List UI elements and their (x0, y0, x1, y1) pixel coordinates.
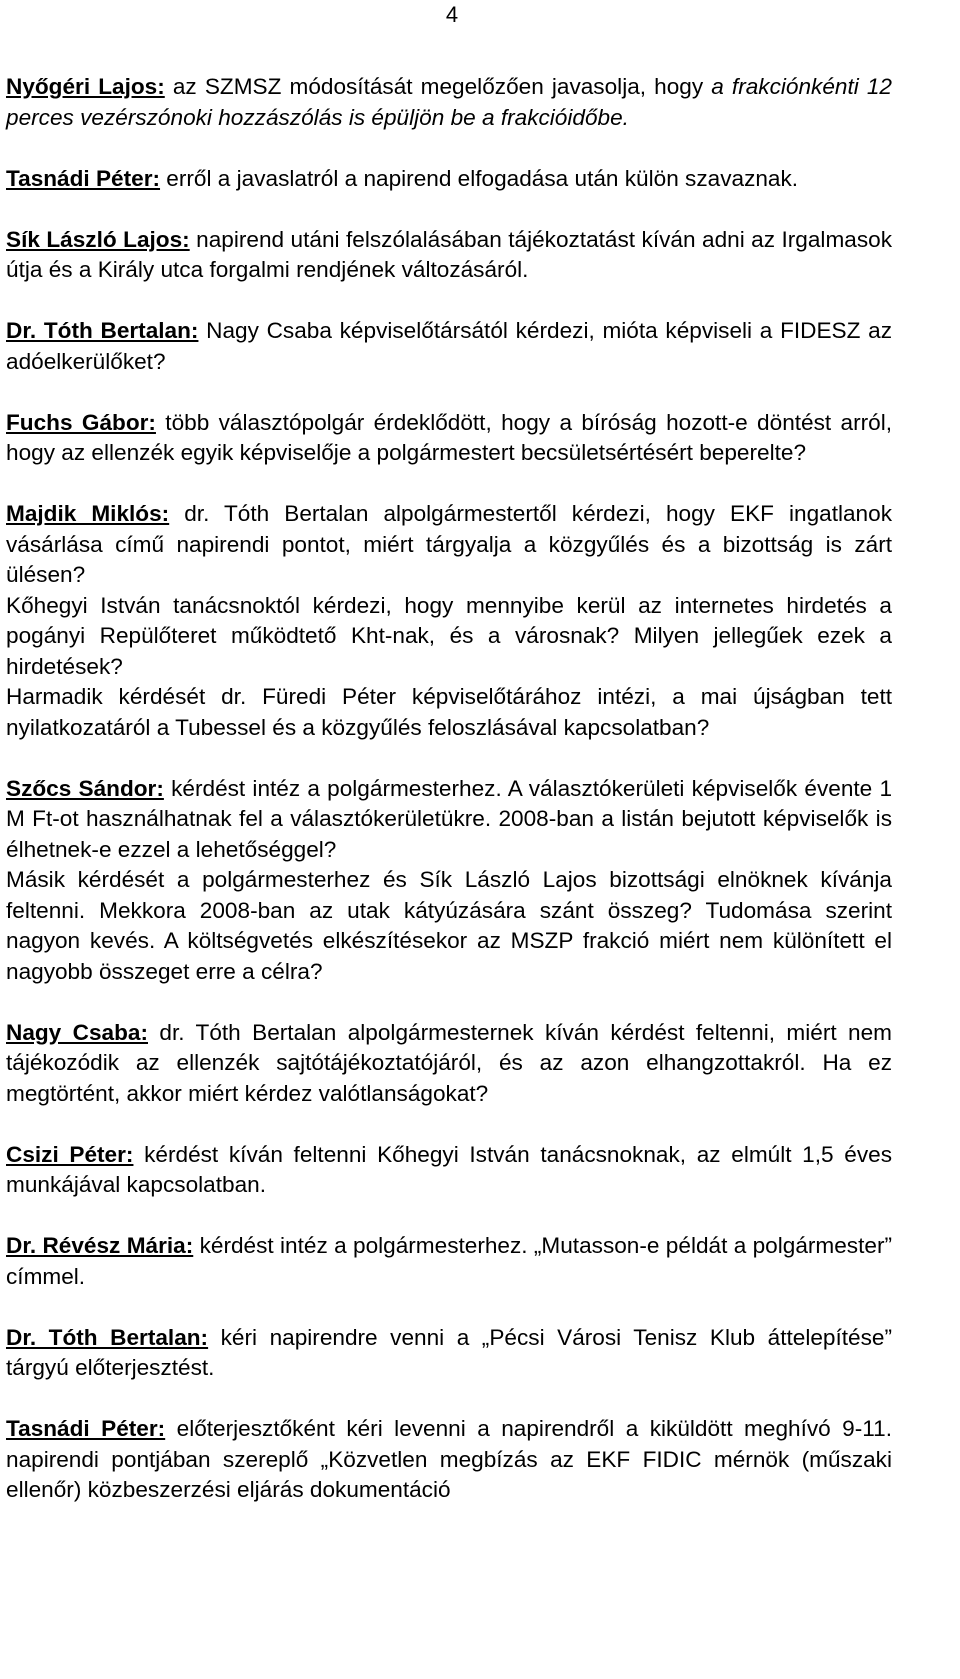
paragraph-nagy (6, 1018, 892, 1110)
paragraph-italic-text: a frakciónkénti 12 perces vezérszónoki hozzászólás is épüljön be a frakcióidőbe. (6, 74, 892, 130)
paragraph-toth-2 (6, 1323, 892, 1384)
speaker-name: Tasnádi Péter: (6, 1416, 166, 1441)
paragraph-csizi (6, 1140, 892, 1201)
document-body (6, 72, 892, 1536)
paragraph-tasnadi-1 (6, 164, 892, 195)
speaker-name: Majdik Miklós: (6, 501, 170, 526)
paragraph-fuchs (6, 408, 892, 469)
paragraph-text: Nagy Csaba képviselőtársától kérdezi, mióta képviseli a FIDESZ az adóelkerülőket? (6, 318, 892, 374)
paragraph-text: napirend utáni felszólalásában tájékoztatást kíván adni az Irgalmasok útja és a Király utca forgalmi rendjének változásáról. (6, 226, 893, 282)
paragraph-text: dr. Tóth Bertalan alpolgármestertől kérdezi, hogy EKF ingatlanok vásárlása című napirendi pontot, miért tárgyalja a közgyűlés és a bizottság is zárt ülésen? (6, 501, 892, 587)
speaker-name: Nagy Csaba: (6, 1019, 148, 1045)
paragraph-text: kérdést intéz a polgármesterhez. A választókerületi képviselők évente 1 M Ft-ot használhatnak fel a választókerületükre. 2008-ban a listán bejutott képviselők is élhetnek-e ezzel a lehetőséggel? (6, 775, 893, 862)
paragraph-revesz (6, 1231, 892, 1292)
paragraph-majdik (6, 499, 892, 591)
paragraph-toth-1 (6, 316, 892, 377)
paragraph-majdik-2 (6, 591, 892, 683)
paragraph-text: az SZMSZ módosítását megelőzően javasolja, hogy (164, 74, 712, 99)
paragraph-text: dr. Tóth Bertalan alpolgármesternek kíván kérdést feltenni, miért nem tájékozódik az ellenzék sajtótájékoztatójáról, és az azon elhangzottakról. Ha ez megtörtént, akkor miért kérdez valótlanságokat? (6, 1019, 892, 1106)
paragraph-tasnadi-2 (6, 1414, 892, 1506)
speaker-name: Fuchs Gábor: (6, 409, 156, 435)
speaker-name: Sík László Lajos: (6, 226, 190, 252)
page-number: 4 (445, 2, 459, 27)
paragraph-majdik-3 (6, 682, 892, 743)
paragraph-text: kérdést intéz a polgármesterhez. „Mutasson-e példát a polgármester” címmel. (6, 1233, 892, 1289)
paragraph-text: Másik kérdését a polgármesterhez és Sík László Lajos bizottsági elnöknek kívánja feltenni. Mekkora 2008-ban az utak kátyúzására szánt összeg? Tudomása szerint nagyon kevés. A költségvetés elkészítésekor az MSZP frakció miért nem különített el nagyobb összeget erre a célra? (6, 867, 892, 984)
paragraph-nyogeri (6, 72, 892, 133)
speaker-name: Dr. Révész Mária: (6, 1233, 194, 1258)
paragraph-sik (6, 225, 892, 286)
speaker-name: Nyőgéri Lajos: (6, 74, 165, 99)
paragraph-text: előterjesztőként kéri levenni a napirendről a kiküldött meghívó 9-11. napirendi pontjában szereplő „Közvetlen megbízás az EKF FIDIC mérnök (műszaki ellenőr) közbeszerzési eljárás dokumentáció (6, 1416, 892, 1502)
paragraph-text: Harmadik kérdését dr. Füredi Péter képviselőtárához intézi, a mai újságban tett nyilatkozatáról a Tubessel és a közgyűlés feloszlásával kapcsolatban? (6, 684, 892, 740)
paragraph-text: kérdést kíván feltenni Kőhegyi István tanácsnoknak, az elmúlt 1,5 éves munkájával kapcsolatban. (6, 1141, 892, 1197)
speaker-name: Dr. Tóth Bertalan: (6, 1324, 209, 1350)
paragraph-text: erről a javaslatról a napirend elfogadása után külön szavaznak. (160, 165, 799, 191)
paragraph-szocs-2 (6, 865, 892, 987)
paragraph-szocs (6, 774, 892, 866)
speaker-name: Csizi Péter: (6, 1141, 134, 1167)
speaker-name: Szőcs Sándor: (6, 775, 164, 801)
paragraph-text: Kőhegyi István tanácsnoktól kérdezi, hogy mennyibe kerül az internetes hirdetés a pogányi Repülőteret működtető Kht-nak, és a városnak? Milyen jellegűek ezek a hirdetések? (6, 592, 892, 679)
paragraph-text: több választópolgár érdeklődött, hogy a bíróság hozott-e döntést arról, hogy az ellenzék egyik képviselője a polgármestert becsületsértésért beperelte? (6, 409, 892, 465)
paragraph-text: kéri napirendre venni a „Pécsi Városi Tenisz Klub áttelepítése” tárgyú előterjesztést. (6, 1324, 892, 1380)
speaker-name: Dr. Tóth Bertalan: (6, 318, 199, 343)
speaker-name: Tasnádi Péter: (6, 165, 161, 191)
